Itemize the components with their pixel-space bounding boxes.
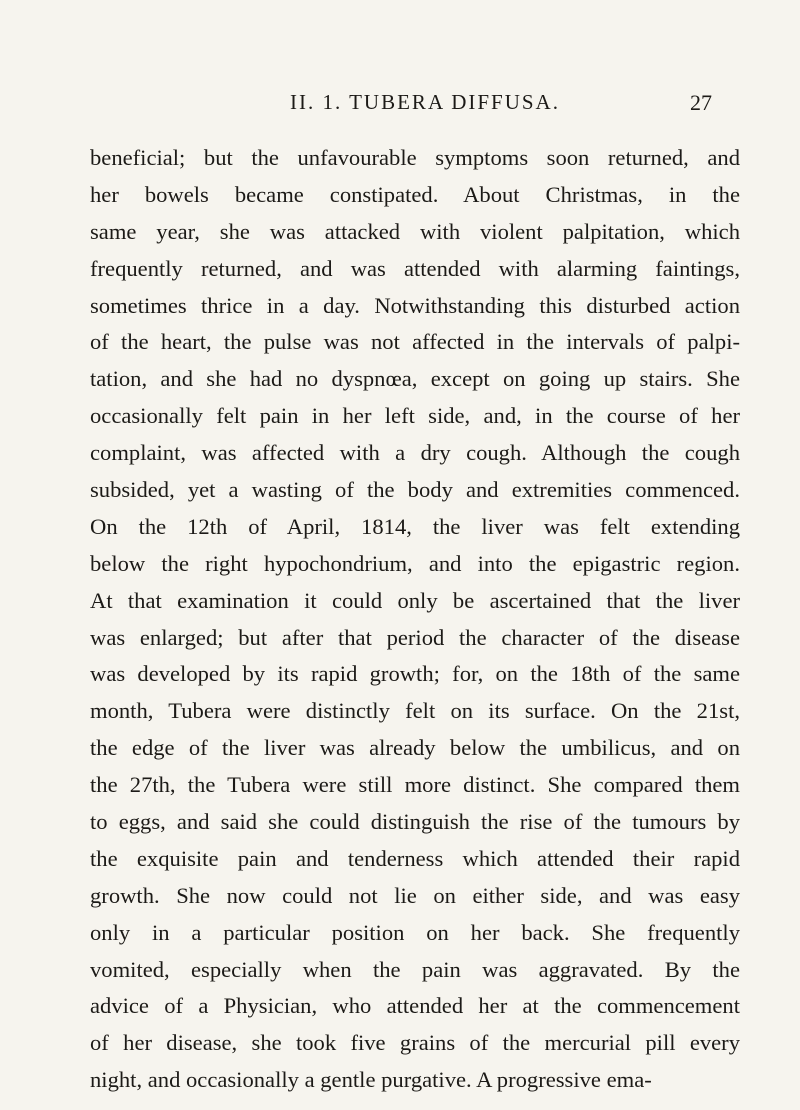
text-line: advice of a Physician, who attended her at the commencement [90,993,740,1019]
text-line: her bowels became constipated. About Christmas, in the [90,181,740,207]
section-title: II. 1. TUBERA DIFFUSA. [290,90,560,114]
text-line: vomited, especially when the pain was aggravated. By the [90,956,740,982]
text-line: beneficial; but the unfavourable symptoms soon returned, and [90,145,740,170]
text-line: growth. She now could not lie on either side, and was easy [90,882,740,908]
text-line: of her disease, she took five grains of the mercurial pill every [90,1030,740,1056]
text-line: night, and occasionally a gentle purgative. A progressive ema- [90,1067,652,1093]
text-line: subsided, yet a wasting of the body and extremities commenced. [90,477,740,503]
page-number: 27 [690,90,712,115]
text-line: was developed by its rapid growth; for, on the 18th of the same [90,661,740,687]
text-line: complaint, was affected with a dry cough. Although the cough [90,440,740,466]
text-line: At that examination it could only be ascertained that the liver [90,587,740,613]
text-line: occasionally felt pain in her left side, and, in the course of her [90,403,740,429]
text-line: of the heart, the pulse was not affected in the intervals of palpi- [90,329,740,355]
text-line: only in a particular position on her back. She frequently [90,919,740,945]
text-line: was enlarged; but after that period the character of the disease [90,624,740,650]
text-line: same year, she was attacked with violent palpitation, which [90,218,740,244]
text-line: the edge of the liver was already below the umbilicus, and on [90,735,740,761]
text-line: to eggs, and said she could distinguish the rise of the tumours by [90,809,740,835]
text-line: tation, and she had no dyspnœa, except on going up stairs. She [90,366,740,392]
text-line: below the right hypochondrium, and into the epigastric region. [90,550,740,576]
text-line: frequently returned, and was attended with alarming faintings, [90,255,740,281]
text-line: month, Tubera were distinctly felt on its surface. On the 21st, [90,698,740,724]
text-line: the exquisite pain and tenderness which attended their rapid [90,845,740,871]
running-header [0,90,800,124]
body-paragraph [90,140,740,1099]
text-line: On the 12th of April, 1814, the liver was felt extending [90,513,740,539]
text-line: the 27th, the Tubera were still more distinct. She compared them [90,772,740,798]
text-line: sometimes thrice in a day. Notwithstanding this disturbed action [90,292,740,318]
